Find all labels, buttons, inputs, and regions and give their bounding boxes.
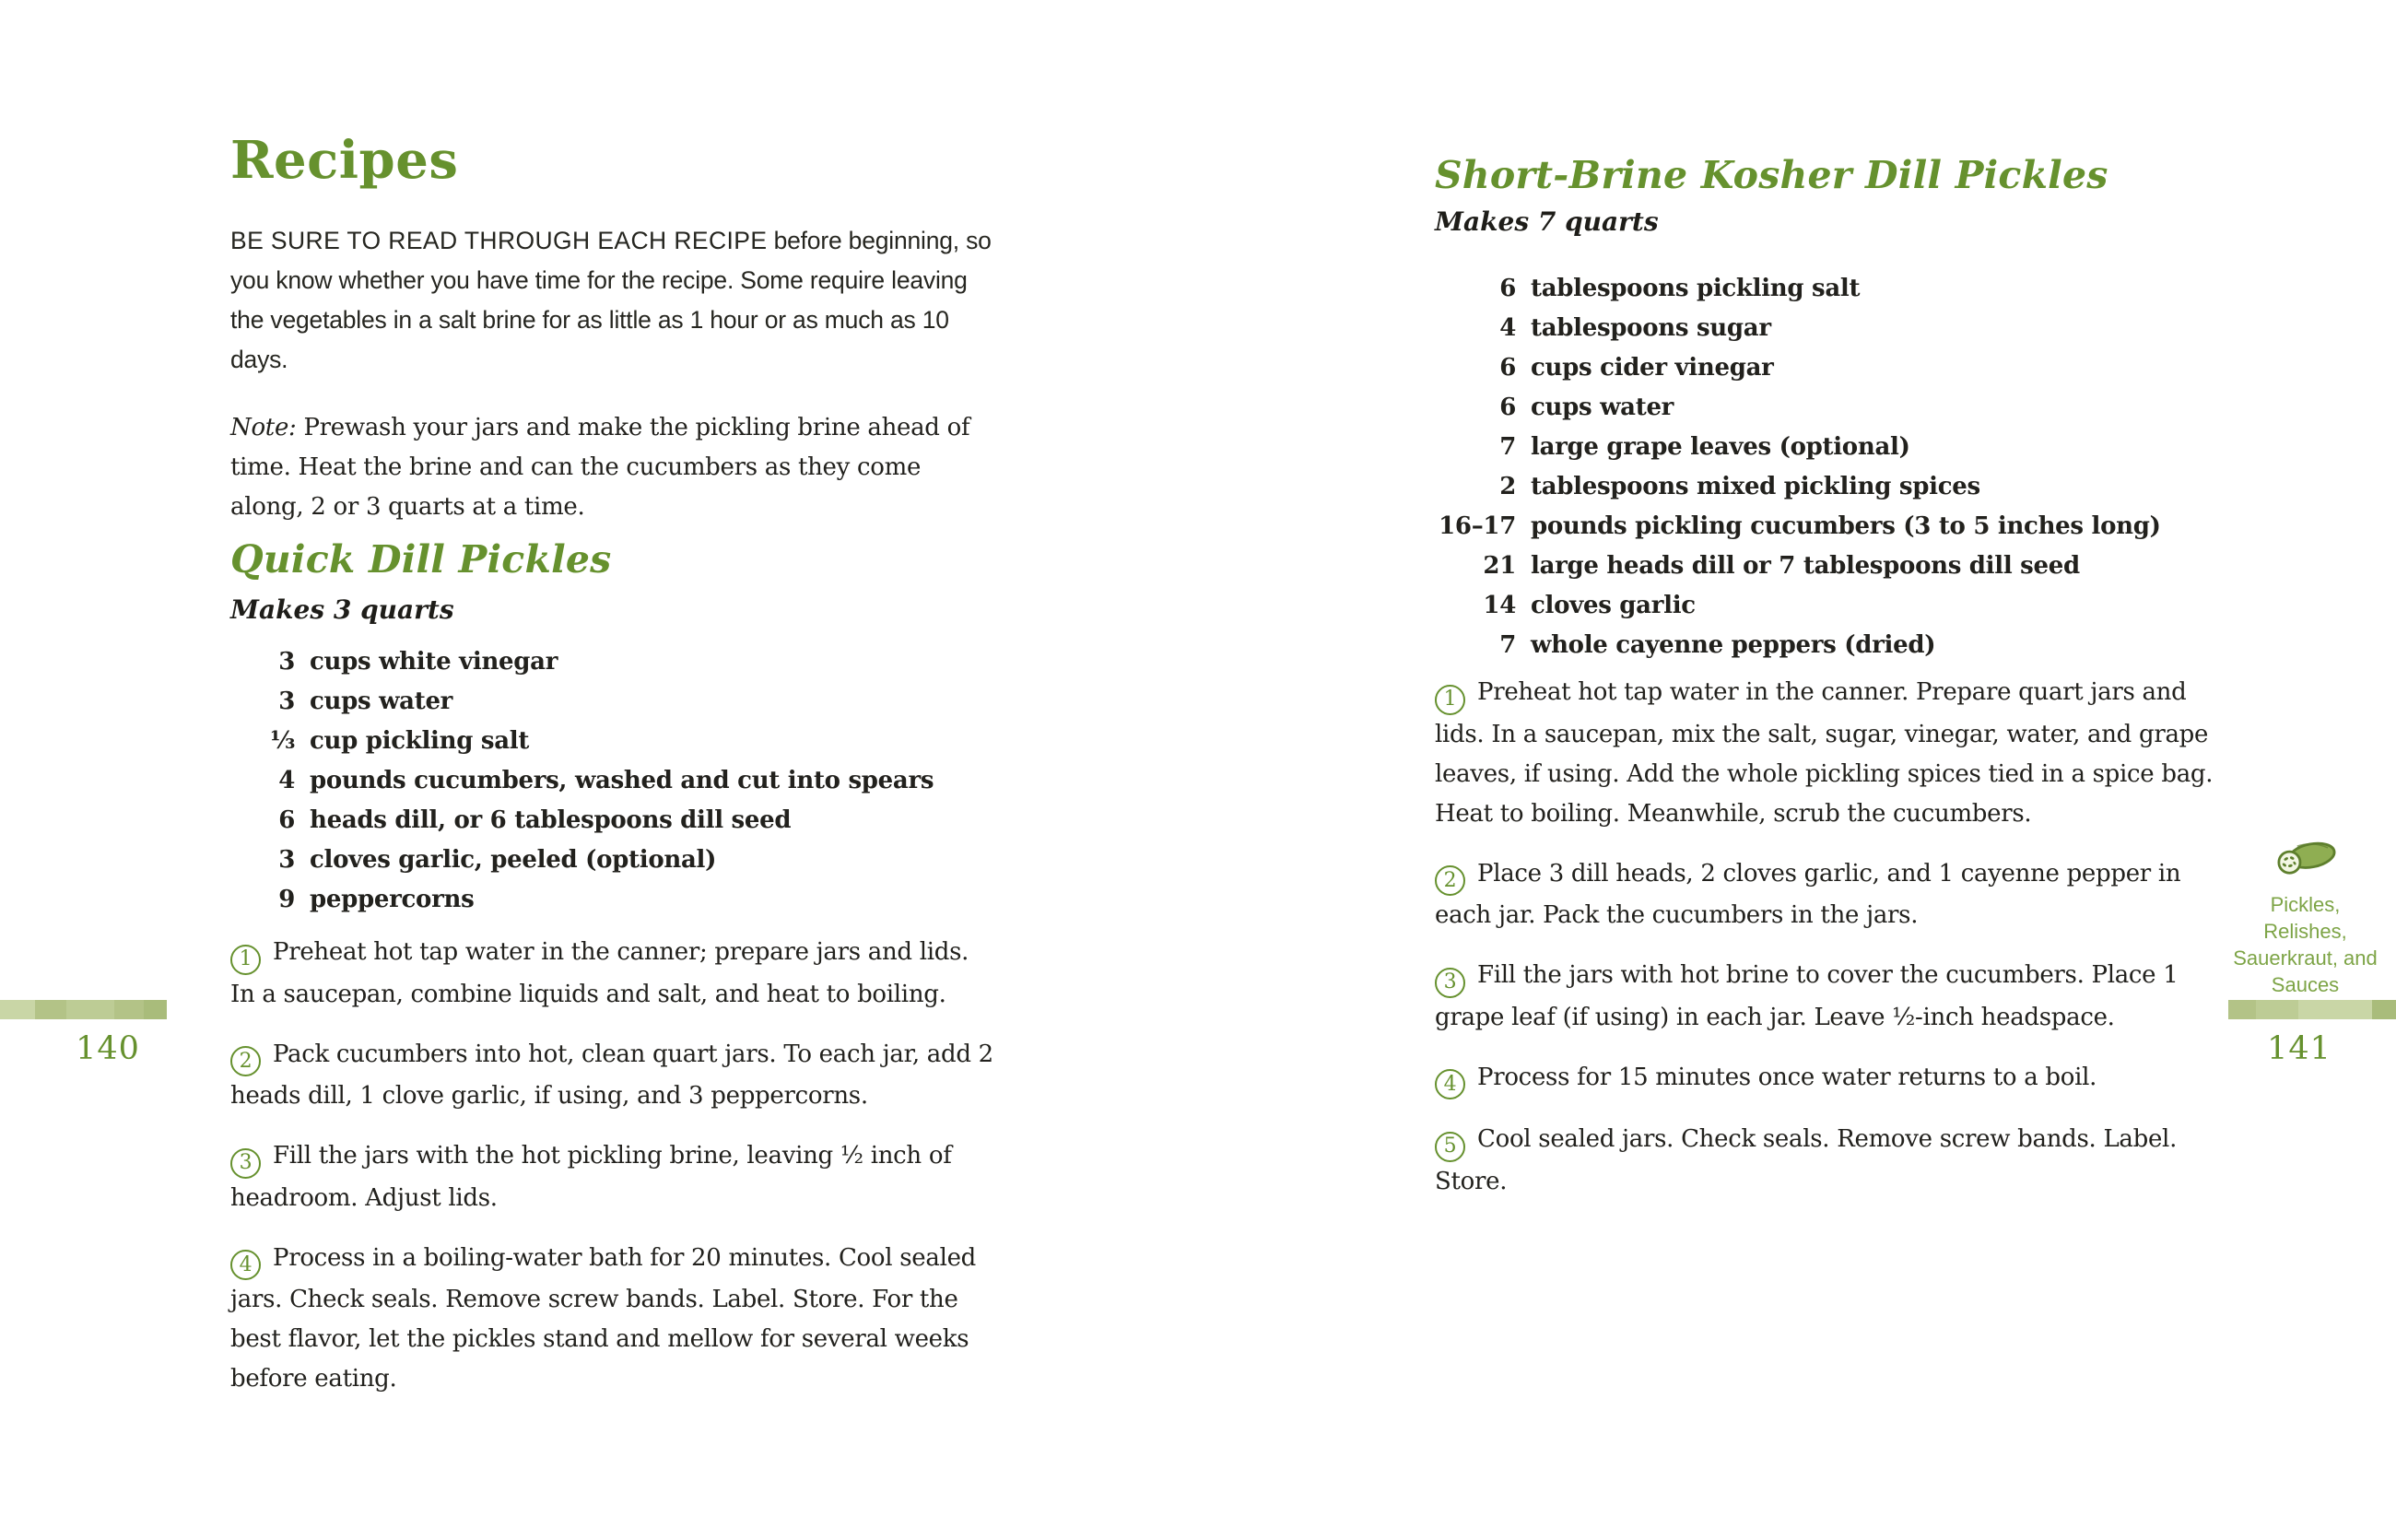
step-item (230, 1035, 995, 1117)
step-text: Pack cucumbers into hot, clean quart jars. To each jar, add 2 heads dill, 1 clove garlic, if using, and 3 peppercorns. (230, 1040, 993, 1110)
step-item (1435, 956, 2214, 1038)
step-number-badge: 4 (230, 1250, 261, 1280)
strip-patch (2298, 1000, 2335, 1019)
ingredient-name: large grape leaves (optional) (1531, 433, 1910, 461)
ingredient-name: cups water (310, 688, 453, 715)
step-item (1435, 1120, 2214, 1202)
ingredient-qty: 4 (278, 767, 295, 794)
page-number-right: 141 (2267, 1030, 2331, 1067)
ingredient-row (1435, 428, 2214, 467)
chapter-tab-label: Pickles, Relishes, Sauerkraut, and Sauces (2233, 893, 2378, 996)
ingredient-qty: 14 (1483, 592, 1516, 619)
ingredient-qty: 3 (278, 688, 295, 715)
strip-patch (144, 1000, 167, 1019)
note-paragraph (230, 408, 995, 527)
step-item (230, 933, 995, 1015)
ingredient-list (230, 642, 995, 920)
step-text: Process in a boiling-water bath for 20 minutes. Cool sealed jars. Check seals. Remove screw bands. Label. Store. For the best flavor, let the pickles stand and mellow for several weeks before eating. (230, 1243, 977, 1393)
edge-strip-right (2228, 1000, 2396, 1019)
step-number-badge: 1 (1435, 685, 1465, 715)
ingredient-qty: 7 (1499, 433, 1516, 461)
ingredient-row (1435, 269, 2214, 309)
ingredient-name: tablespoons mixed pickling spices (1531, 473, 1980, 500)
strip-patch (114, 1000, 144, 1019)
step-list (1435, 673, 2214, 1222)
step-text: Cool sealed jars. Check seals. Remove screw bands. Label. Store. (1435, 1125, 2178, 1195)
step-number-badge: 2 (1435, 865, 1465, 896)
step-item (1435, 1058, 2214, 1100)
ingredient-row (1435, 388, 2214, 428)
ingredient-name: cups cider vinegar (1531, 354, 1774, 382)
ingredient-name: peppercorns (310, 886, 475, 913)
ingredient-row (1435, 626, 2214, 665)
ingredient-row (230, 642, 995, 682)
step-item (230, 1239, 995, 1400)
ingredient-name: tablespoons sugar (1531, 314, 1771, 342)
intro-rest-text: before beginning, so you know whether you have time for the recipe. Some require leaving the vegetables in a salt brine for as little as 1 hour or as much as 10 days. (230, 227, 992, 373)
ingredient-qty: 3 (278, 846, 295, 874)
step-number-badge: 2 (230, 1046, 261, 1076)
ingredient-qty: 6 (1499, 394, 1516, 421)
step-text: Preheat hot tap water in the canner; prepare jars and lids. In a saucepan, combine liquids and salt, and heat to boiling. (230, 938, 969, 1008)
note-label: Note: (230, 414, 297, 441)
ingredient-name: pounds cucumbers, washed and cut into spears (310, 767, 934, 794)
ingredient-row (230, 722, 995, 761)
step-number-badge: 3 (230, 1148, 261, 1179)
ingredient-row (1435, 309, 2214, 348)
strip-patch (0, 1000, 35, 1019)
page-number-left: 140 (76, 1030, 140, 1067)
ingredient-row (230, 682, 995, 722)
ingredient-name: cups white vinegar (310, 648, 558, 676)
ingredient-row (1435, 467, 2214, 507)
ingredient-name: cup pickling salt (310, 727, 530, 755)
step-item (230, 1136, 995, 1218)
ingredient-qty: ⅓ (270, 727, 295, 755)
ingredient-name: cloves garlic (1531, 592, 1696, 619)
step-number-badge: 3 (1435, 968, 1465, 998)
recipe-yield: Makes 7 quarts (1435, 206, 1659, 237)
strip-patch (66, 1000, 114, 1019)
strip-patch (2372, 1000, 2396, 1019)
intro-paragraph (230, 221, 995, 380)
strip-patch (2228, 1000, 2256, 1019)
ingredient-qty: 6 (1499, 354, 1516, 382)
ingredient-name: large heads dill or 7 tablespoons dill seed (1531, 552, 2080, 580)
step-text: Fill the jars with hot brine to cover the cucumbers. Place 1 grape leaf (if using) in each jar. Leave ½-inch headspace. (1435, 961, 2179, 1031)
ingredient-qty: 6 (278, 806, 295, 834)
ingredient-row (1435, 507, 2214, 547)
strip-patch (2335, 1000, 2372, 1019)
ingredient-qty: 9 (278, 886, 295, 913)
ingredient-name: cups water (1531, 394, 1674, 421)
ingredient-name: tablespoons pickling salt (1531, 275, 1861, 302)
step-item (1435, 673, 2214, 834)
ingredient-name: cloves garlic, peeled (optional) (310, 846, 717, 874)
step-text: Fill the jars with the hot pickling brine, leaving ½ inch of headroom. Adjust lids. (230, 1142, 952, 1212)
recipe-title: Short-Brine Kosher Dill Pickles (1435, 153, 2108, 197)
ingredient-qty: 4 (1499, 314, 1516, 342)
step-list (230, 933, 995, 1419)
recipe-title: Quick Dill Pickles (230, 537, 612, 582)
ingredient-qty: 2 (1499, 473, 1516, 500)
ingredient-row (1435, 547, 2214, 586)
step-number-badge: 5 (1435, 1132, 1465, 1162)
step-number-badge: 1 (230, 945, 261, 975)
ingredient-row (1435, 348, 2214, 388)
ingredient-qty: 21 (1483, 552, 1516, 580)
ingredient-row (230, 841, 995, 880)
chapter-tab (2230, 832, 2380, 998)
recipe-yield: Makes 3 quarts (230, 594, 454, 625)
ingredient-list (1435, 269, 2214, 665)
cucumber-icon (2272, 832, 2340, 886)
step-text: Preheat hot tap water in the canner. Prepare quart jars and lids. In a saucepan, mix the salt, sugar, vinegar, water, and grape leaves, if using. Add the whole pickling spices tied in a spice bag. Heat to boiling. Meanwhile, scrub the cucumbers. (1435, 678, 2214, 828)
step-item (1435, 854, 2214, 936)
ingredient-qty: 3 (278, 648, 295, 676)
ingredient-qty: 6 (1499, 275, 1516, 302)
ingredient-name: heads dill, or 6 tablespoons dill seed (310, 806, 792, 834)
ingredient-row (230, 761, 995, 801)
page-title: Recipes (230, 130, 459, 191)
step-number-badge: 4 (1435, 1069, 1465, 1099)
ingredient-qty: 16–17 (1439, 512, 1516, 540)
ingredient-name: pounds pickling cucumbers (3 to 5 inches long) (1531, 512, 2161, 540)
ingredient-row (230, 801, 995, 841)
edge-strip-left (0, 1000, 167, 1019)
strip-patch (2256, 1000, 2298, 1019)
ingredient-row (1435, 586, 2214, 626)
step-text: Place 3 dill heads, 2 cloves garlic, and 1 cayenne pepper in each jar. Pack the cucumbers in the jars. (1435, 859, 2181, 929)
note-text: Prewash your jars and make the pickling brine ahead of time. Heat the brine and can the cucumbers as they come along, 2 or 3 quarts at a time. (230, 414, 970, 521)
intro-lead-text: BE SURE TO READ THROUGH EACH RECIPE (230, 227, 768, 254)
ingredient-row (230, 880, 995, 920)
ingredient-qty: 7 (1499, 631, 1516, 659)
strip-patch (35, 1000, 66, 1019)
step-text: Process for 15 minutes once water returns to a boil. (1477, 1063, 2097, 1091)
ingredient-name: whole cayenne peppers (dried) (1531, 631, 1936, 659)
